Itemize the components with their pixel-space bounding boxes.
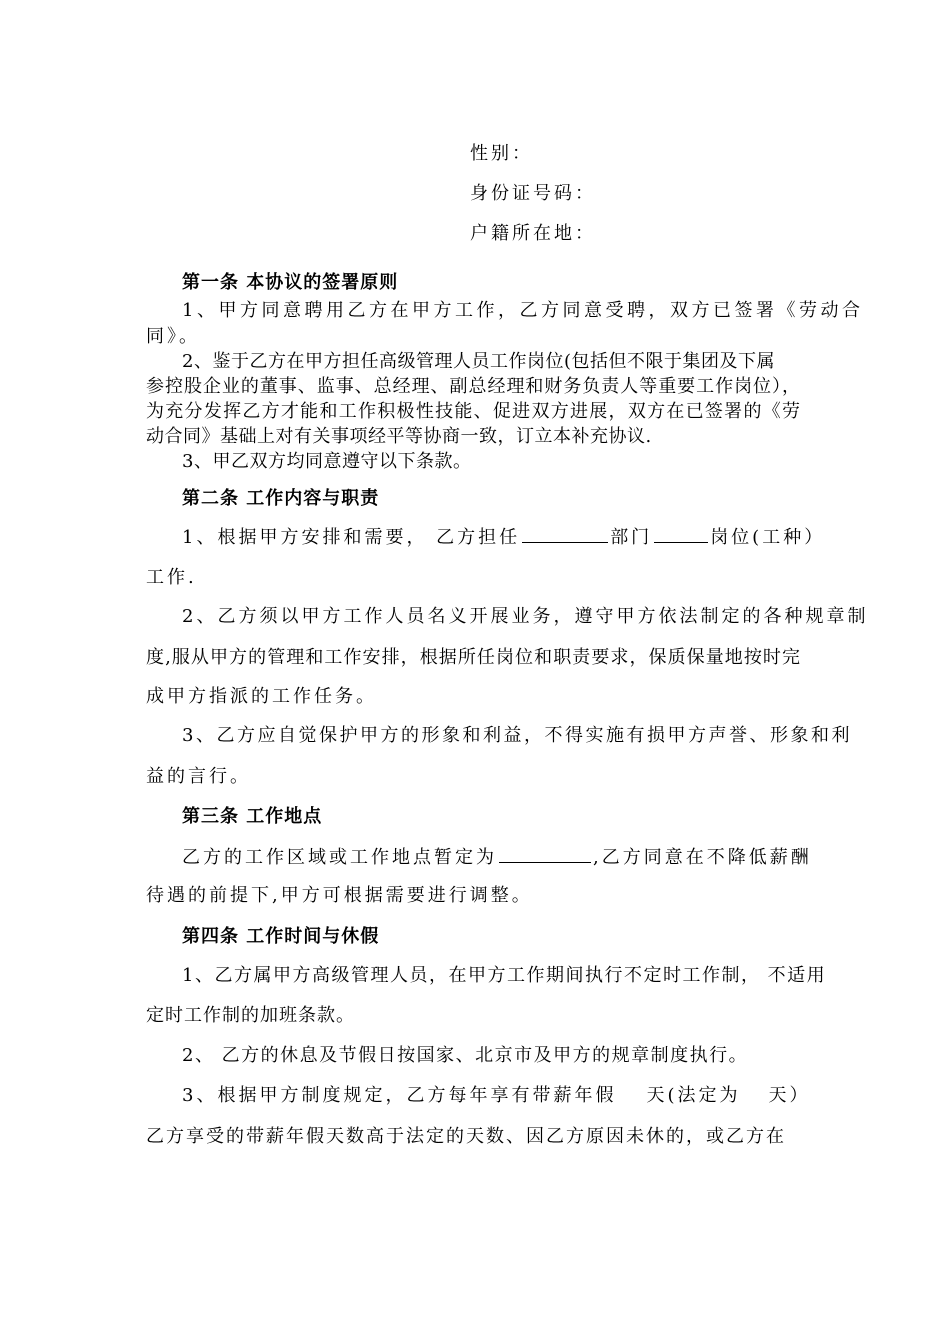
article3-p1-line2: 待遇的前提下,甲方可根据需要进行调整。	[146, 885, 533, 906]
article4-p1-line1: 1、乙方属甲方高级管理人员，在甲方工作期间执行不定时工作制， 不适用	[182, 965, 827, 986]
article1-p3: 3、甲乙双方均同意遵守以下条款。	[182, 451, 472, 472]
article1-p2-line2: 参控股企业的董事、监事、总经理、副总经理和财务负责人等重要工作岗位），	[146, 376, 800, 397]
article2-p2-line3: 成甲方指派的工作任务。	[146, 686, 377, 707]
article3-p1-text-b: ,乙方同意在不降低薪酬	[593, 847, 812, 868]
article2-p1-text-c: 岗位(工种）	[710, 527, 826, 548]
article4-title: 第四条 工作时间与休假	[182, 926, 380, 947]
article4-p3-text-b: 天(法定为	[646, 1085, 741, 1106]
article1-p2-line1: 2、鉴于乙方在甲方担任高级管理人员工作岗位(包括但不限于集团及下属	[182, 351, 775, 372]
article1-p2-line4: 动合同》基础上对有关事项经平等协商一致，订立本补充协议.	[146, 426, 652, 447]
article3-p1-text-a: 乙方的工作区域或工作地点暂定为	[182, 847, 497, 868]
article4-p3-line2: 乙方享受的带薪年假天数高于法定的天数、因乙方原因未休的，或乙方在	[146, 1126, 786, 1147]
residence-label: 户籍所在地：	[470, 223, 596, 244]
article2-title: 第二条 工作内容与职责	[182, 488, 380, 509]
article2-p1-line1	[182, 523, 825, 549]
article2-p1-text-b: 部门	[610, 527, 653, 548]
article1-title: 第一条 本协议的签署原则	[182, 272, 399, 293]
article1-p1-line1: 1、甲方同意聘用乙方在甲方工作，乙方同意受聘，双方已签署《劳动合	[182, 300, 864, 321]
article4-p3-text-c: 天）	[768, 1085, 811, 1106]
article3-p1-line1	[182, 843, 812, 869]
position-blank[interactable]	[654, 524, 708, 543]
id-number-label: 身份证号码：	[470, 183, 596, 204]
article2-p3-line2: 益的言行。	[146, 766, 251, 787]
work-location-blank[interactable]	[499, 844, 591, 863]
article2-p2-line2: 度,服从甲方的管理和工作安排，根据所任岗位和职责要求，保质保量地按时完	[146, 647, 800, 668]
department-blank[interactable]	[522, 524, 608, 543]
article1-p1-line2: 同》。	[146, 326, 200, 347]
article3-title: 第三条 工作地点	[182, 806, 323, 827]
article1-p2-line3: 为充分发挥乙方才能和工作积极性技能、促进双方进展，双方在已签署的《劳	[146, 401, 800, 422]
article2-p2-line1: 2、乙方须以甲方工作人员名义开展业务，遵守甲方依法制定的各种规章制	[182, 606, 869, 627]
article4-p2: 2、 乙方的休息及节假日按国家、北京市及甲方的规章制度执行。	[182, 1045, 749, 1066]
article4-p3-text-a: 3、根据甲方制度规定，乙方每年享有带薪年假	[182, 1085, 617, 1106]
article2-p1-text-a: 1、根据甲方安排和需要， 乙方担任	[182, 527, 521, 548]
article4-p1-line2: 定时工作制的加班条款。	[146, 1005, 355, 1026]
article4-p3-line1	[182, 1081, 810, 1107]
article2-p1-line2: 工作.	[146, 567, 197, 588]
gender-label: 性别：	[470, 143, 533, 164]
article2-p3-line1: 3、乙方应自觉保护甲方的形象和利益，不得实施有损甲方声誉、形象和利	[182, 725, 852, 746]
